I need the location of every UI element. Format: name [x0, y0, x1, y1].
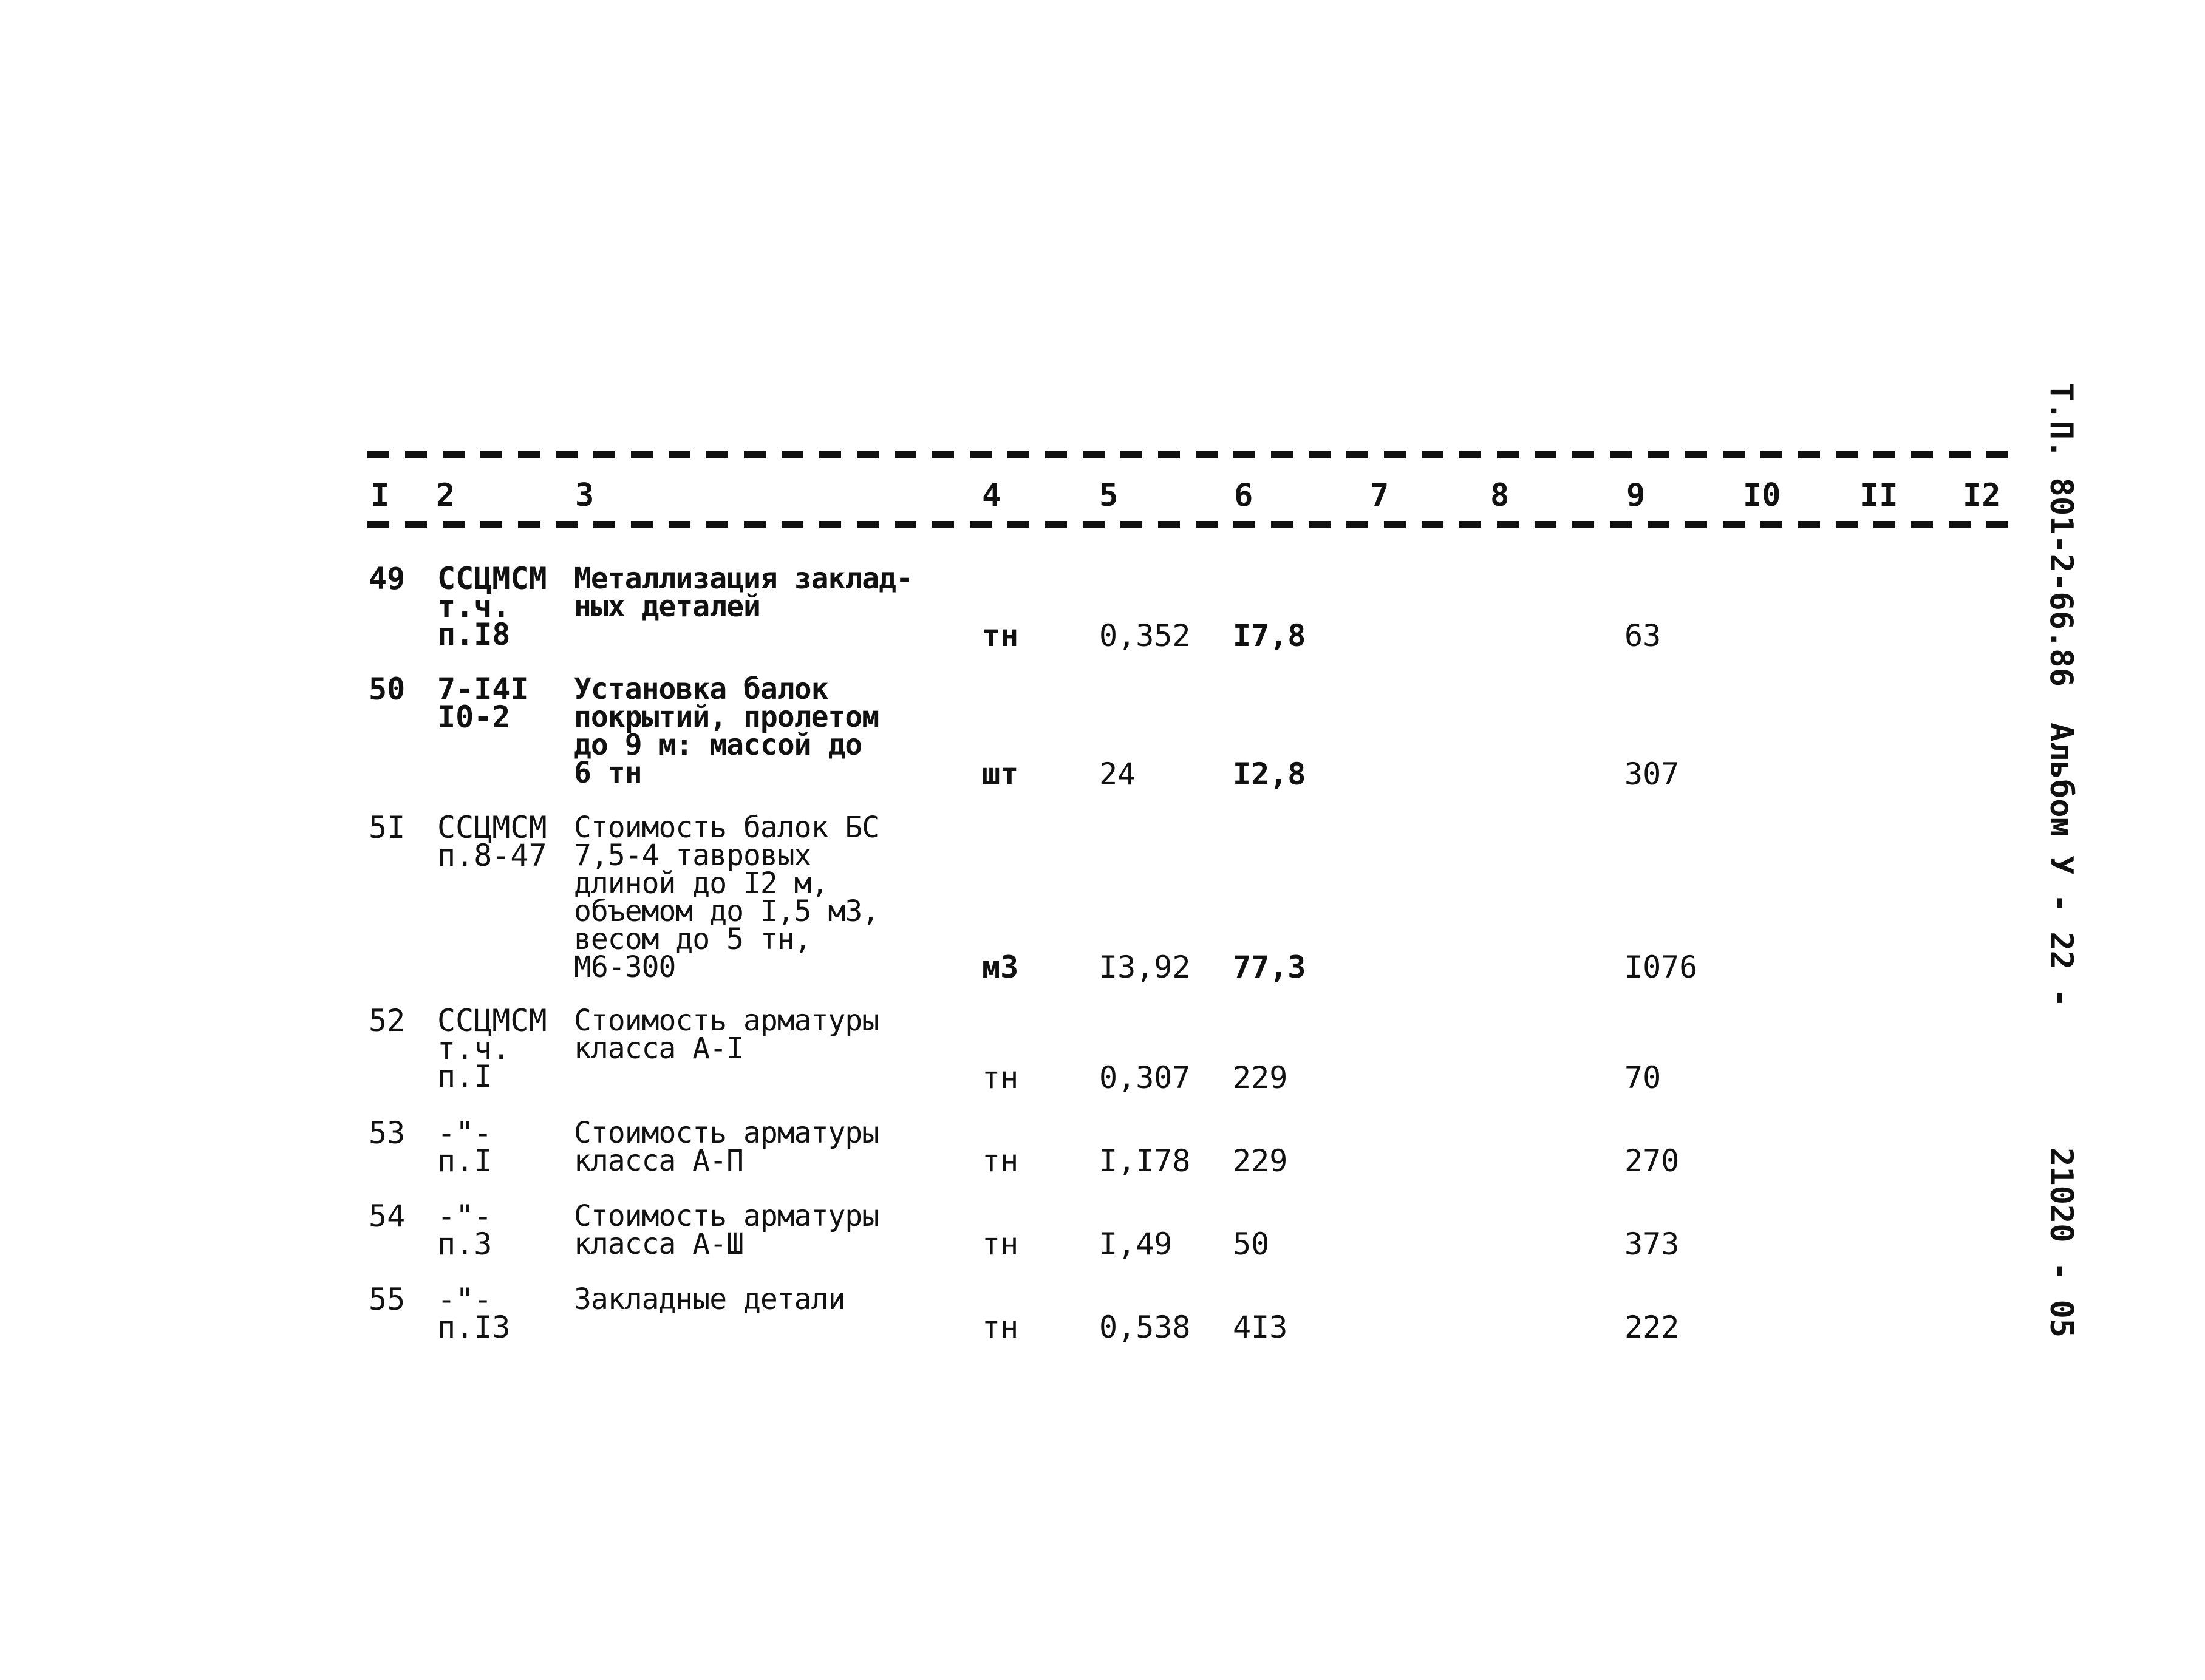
- row-code: -"- п.I3: [437, 1282, 511, 1345]
- row-unit-price: I2,8: [1233, 757, 1306, 792]
- row-unit-price: 77,3: [1233, 950, 1306, 985]
- album-page-label: Альбом У - 22 -: [2043, 723, 2079, 1008]
- header-dashed-rule: [367, 521, 2019, 528]
- row-description: Стоимость балок БС 7,5-4 тавровых длиной до I2 м, объемом до I,5 м3, весом до 5 тн, М6-300: [574, 811, 879, 984]
- row-total: 63: [1624, 618, 1661, 653]
- col-header-2: 2: [436, 477, 455, 514]
- row-quantity: 0,352: [1099, 618, 1191, 653]
- row-unit: тн: [982, 1143, 1019, 1178]
- row-unit: тн: [982, 1310, 1019, 1345]
- row-number: 49: [369, 561, 406, 596]
- col-header-3: 3: [575, 477, 595, 514]
- row-quantity: 0,538: [1099, 1310, 1191, 1345]
- col-header-1: I: [370, 477, 390, 514]
- row-description: Стоимость арматуры класса А-I: [574, 1004, 879, 1066]
- top-dashed-rule: [367, 451, 2019, 458]
- col-header-12: I2: [1963, 477, 2001, 514]
- row-total: I076: [1624, 950, 1698, 985]
- row-code: ССЦМСМ п.8-47: [437, 810, 547, 873]
- row-number: 55: [369, 1282, 406, 1317]
- row-quantity: 24: [1099, 757, 1136, 792]
- row-description: Закладные детали: [574, 1282, 845, 1316]
- row-quantity: 0,307: [1099, 1060, 1191, 1095]
- col-header-7: 7: [1370, 477, 1389, 514]
- row-quantity: I3,92: [1099, 950, 1191, 985]
- row-unit-price: 229: [1233, 1060, 1288, 1095]
- row-total: 270: [1624, 1143, 1680, 1178]
- row-code: 7-I4I I0-2: [437, 672, 529, 735]
- col-header-6: 6: [1234, 477, 1253, 514]
- row-unit-price: 229: [1233, 1143, 1288, 1178]
- row-number: 50: [369, 672, 406, 707]
- row-description: Установка балок покрытий, пролетом до 9 м: массой до 6 тн: [574, 672, 879, 790]
- row-description: Металлизация заклад- ных деталей: [574, 562, 913, 624]
- col-header-11: II: [1860, 477, 1898, 514]
- row-quantity: I,I78: [1099, 1143, 1191, 1178]
- row-code: -"- п.I: [437, 1115, 492, 1178]
- row-unit-price: I7,8: [1233, 618, 1306, 653]
- row-total: 222: [1624, 1310, 1680, 1345]
- row-number: 5I: [369, 810, 406, 845]
- row-description: Стоимость арматуры класса А-П: [574, 1116, 879, 1178]
- col-header-9: 9: [1626, 477, 1646, 514]
- row-total: 373: [1624, 1226, 1680, 1262]
- row-number: 53: [369, 1115, 406, 1151]
- row-total: 307: [1624, 757, 1680, 792]
- row-code: -"- п.3: [437, 1199, 492, 1262]
- row-number: 54: [369, 1199, 406, 1234]
- col-header-4: 4: [982, 477, 1001, 514]
- col-header-5: 5: [1099, 477, 1119, 514]
- row-unit: тн: [982, 618, 1019, 653]
- row-unit-price: 50: [1233, 1226, 1270, 1262]
- col-header-8: 8: [1490, 477, 1510, 514]
- row-unit-price: 4I3: [1233, 1310, 1288, 1345]
- row-code: ССЦМСМ т.ч. п.I8: [437, 561, 547, 652]
- row-total: 70: [1624, 1060, 1661, 1095]
- row-quantity: I,49: [1099, 1226, 1173, 1262]
- row-description: Стоимость арматуры класса А-Ш: [574, 1199, 879, 1261]
- row-unit: м3: [982, 950, 1019, 985]
- row-unit: шт: [982, 757, 1019, 792]
- row-unit: тн: [982, 1226, 1019, 1262]
- project-number: Т.П. 801-2-66.86: [2043, 383, 2079, 687]
- row-unit: тн: [982, 1060, 1019, 1095]
- document-number: 21020 - 05: [2043, 1148, 2079, 1338]
- row-number: 52: [369, 1003, 406, 1038]
- col-header-10: I0: [1743, 477, 1781, 514]
- row-code: ССЦМСМ т.ч. п.I: [437, 1003, 547, 1094]
